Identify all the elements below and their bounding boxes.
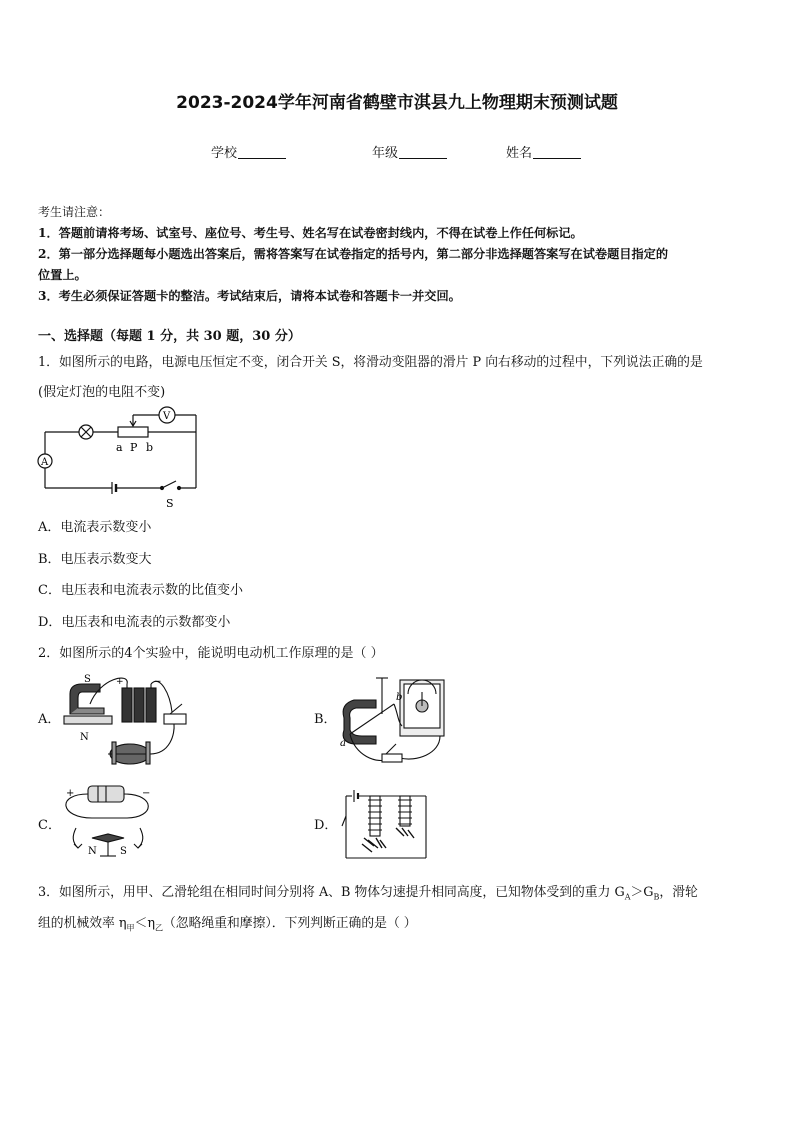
q3-sub-jia: 甲: [126, 923, 135, 933]
rheostat-b-label: b: [146, 441, 154, 454]
q3-sub-b: B: [653, 892, 660, 902]
q3-sub-yi: 乙: [155, 923, 163, 933]
rheostat-p-label: P: [130, 441, 138, 454]
q2-label-a[interactable]: A．: [38, 712, 61, 727]
q2-label-c[interactable]: C．: [38, 818, 61, 833]
grade-blank[interactable]: [399, 146, 447, 159]
q3-line1-text: 3．如图所示，用甲、乙滑轮组在相同时间分别将 A、B 物体匀速提升相同高度，已知物体受到的重力 G: [38, 885, 625, 900]
q1-option-c[interactable]: C．电压表和电流表示数的比值变小: [38, 583, 243, 598]
q3-lt: ＜η: [134, 916, 155, 931]
name-label: 姓名: [506, 146, 533, 161]
name-blank[interactable]: [533, 146, 581, 159]
notice-item: 1．答题前请将考场、试室号、座位号、考生号、姓名写在试卷密封线内，不得在试卷上作任何标记。: [38, 226, 583, 240]
q2-label-b[interactable]: B．: [314, 712, 337, 727]
rheostat-a-label: a: [116, 441, 123, 454]
needle-n-label: N: [88, 846, 97, 857]
q1-stem-line1: 1．如图所示的电路，电源电压恒定不变，闭合开关 S，将滑动变阻器的滑片 P 向右移动的过程中，下列说法正确的是: [38, 355, 703, 370]
q3-gt: ＞G: [630, 885, 654, 900]
school-label: 学校: [211, 146, 238, 161]
q3-stem-line1: [38, 884, 698, 907]
voltmeter-label: V: [163, 411, 171, 422]
q3-line2-text: 组的机械效率 η: [38, 916, 127, 931]
school-field: [211, 142, 286, 161]
switch-label: S: [166, 497, 174, 510]
grade-label: 年级: [372, 146, 399, 161]
section-heading: 一、选择题（每题 1 分，共 30 题，30 分）: [38, 329, 301, 344]
battery-plus-label: +: [116, 677, 124, 687]
battery-plus-label-c: +: [66, 788, 75, 799]
q2-stem: 2．如图所示的4个实验中，能说明电动机工作原理的是（ ）: [38, 646, 384, 661]
q2-figure-a: [60, 674, 200, 774]
notice-item: 2．第一部分选择题每小题选出答案后，需将答案写在试卷指定的括号内，第二部分非选择题答案写在试卷题目指定的: [38, 247, 669, 261]
q1-stem-line2: (假定灯泡的电阻不变): [38, 385, 166, 400]
q2-figure-d: [338, 782, 434, 862]
q2-figure-c: [62, 780, 158, 860]
q3-line1-end: ，滑轮: [659, 885, 698, 900]
school-blank[interactable]: [238, 146, 286, 159]
q2-label-d[interactable]: D．: [314, 818, 338, 833]
wire-a-label: a: [340, 738, 346, 749]
q2-figure-b: [336, 674, 452, 770]
ammeter-label: A: [41, 457, 49, 468]
page-title: 2023-2024学年河南省鹤壁市淇县九上物理期末预测试题: [176, 93, 618, 113]
notice-heading: 考生请注意：: [38, 205, 111, 219]
q1-option-d[interactable]: D．电压表和电流表的示数都变小: [38, 615, 231, 630]
q1-option-a[interactable]: A．电流表示数变小: [38, 520, 152, 535]
needle-s-label: S: [120, 846, 127, 857]
battery-minus-label: −: [154, 677, 162, 687]
notice-item: 3．考生必须保证答题卡的整洁。考试结束后，请将本试卷和答题卡一并交回。: [38, 289, 461, 303]
q3-line2-end: （忽略绳重和摩擦）．下列判断正确的是（ ）: [163, 916, 417, 931]
q3-sub-a: A: [624, 892, 631, 902]
name-field: [506, 142, 581, 161]
q1-circuit-diagram: [36, 404, 208, 512]
q3-stem-line2: [38, 915, 417, 938]
magnet-s-label: S: [84, 674, 91, 685]
magnet-n-label: N: [80, 732, 89, 743]
notice-item: 位置上。: [38, 268, 87, 282]
battery-minus-label-c: −: [142, 788, 151, 799]
wire-b-label: b: [396, 692, 403, 703]
grade-field: [372, 142, 447, 161]
q1-option-b[interactable]: B．电压表示数变大: [38, 552, 152, 567]
